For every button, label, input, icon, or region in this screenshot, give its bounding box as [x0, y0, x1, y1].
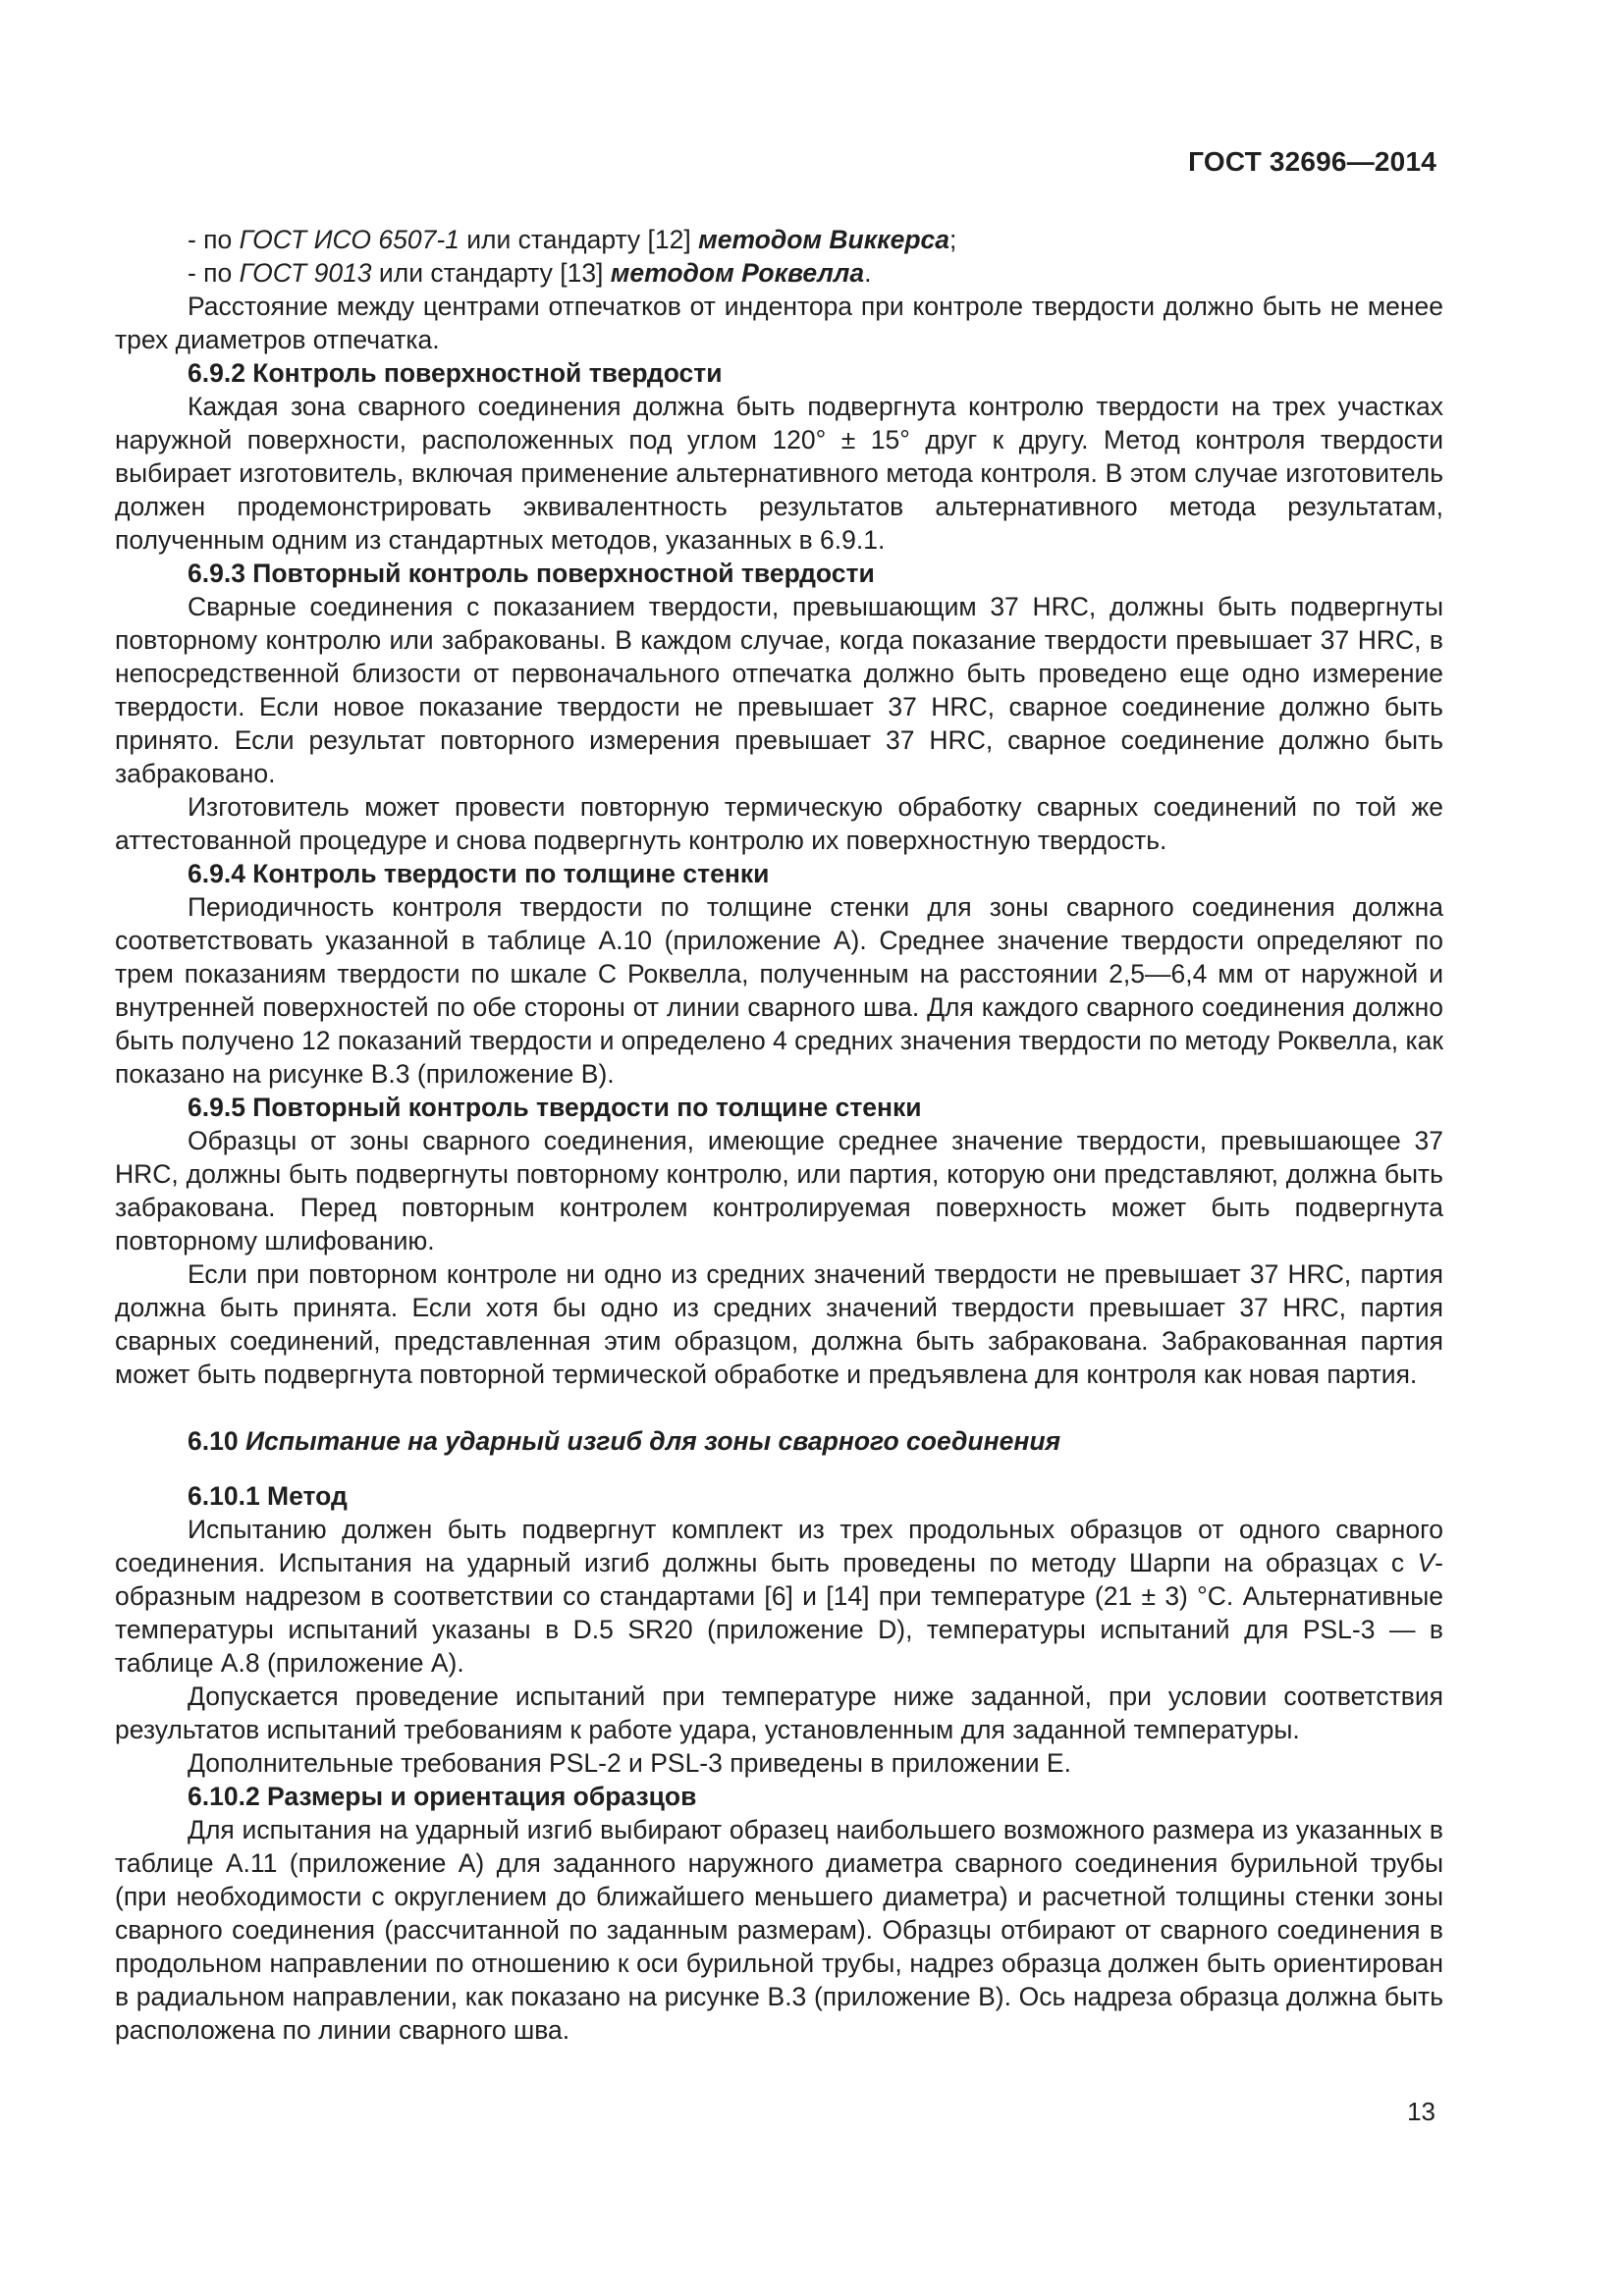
method-name: методом Роквелла	[610, 258, 865, 288]
paragraph: Если при повторном контроле ни одно из средних значений твердости не превышает 37 HRC, партия должна быть принята. Если хотя бы одно из средних значений твердости превышает 37 HRC, партия сварных соединений, представленная этим образцом, должна быть забракована. Забракованная партия может быть подвергнута повторной термической обработке и предъявлена для контроля как новая партия.	[115, 1259, 1443, 1389]
section-heading-6-9-3: 6.9.3 Повторный контроль поверхностной твердости	[188, 559, 875, 588]
list-item-rockwell: - по ГОСТ 9013 или стандарту [13] методом Роквелла.	[188, 258, 872, 288]
section-heading-6-10-2: 6.10.2 Размеры и ориентация образцов	[188, 1782, 697, 1811]
paragraph: Дополнительные требования PSL-2 и PSL-3 приведены в приложении Е.	[188, 1748, 1071, 1778]
paragraph: Для испытания на ударный изгиб выбирают образец наибольшего возможного размера из указанных в таблице А.11 (приложение А) для заданного наружного диаметра сварного соединения бурильной трубы (при необходимости с округлением до ближайшего меньшего диаметра) и расчетной толщины стенки зоны сварного соединения (рассчитанной по заданным размерам). Образцы отбирают от сварного соединения в продольном направлении по отношению к оси бурильной трубы, надрез образца должен быть ориентирован в радиальном направлении, как показано на рисунке В.3 (приложение В). Ось надреза образца должна быть расположена по линии сварного шва.	[115, 1815, 1443, 2045]
section-heading-6-9-4: 6.9.4 Контроль твердости по толщине стенки	[188, 859, 770, 888]
standard-ref: ГОСТ 9013	[239, 258, 372, 288]
paragraph: Допускается проведение испытаний при температуре ниже заданной, при условии соответствия результатов испытаний требованиям к работе удара, установленным для заданной температуры.	[115, 1682, 1443, 1744]
section-heading-6-10-1: 6.10.1 Метод	[188, 1481, 348, 1511]
section-heading-6-10: 6.10 Испытание на ударный изгиб для зоны сварного соединения	[188, 1426, 1061, 1456]
paragraph: Сварные соединения с показанием твердости, превышающим 37 HRC, должны быть подвергнуты повторному контролю или забракованы. В каждом случае, когда показание твердости превышает 37 HRC, в непосредственной близости от первоначального отпечатка должно быть проведено еще одно измерение твердости. Если новое показание твердости не превышает 37 HRC, сварное соединение должно быть принято. Если результат повторного измерения превышает 37 HRC, сварное соединение должно быть забраковано.	[115, 592, 1443, 788]
paragraph: Испытанию должен быть подвергнут комплект из трех продольных образцов от одного сварного соединения. Испытания на ударный изгиб должны быть проведены по методу Шарпи на образцах с V-образным надрезом в соответствии со стандартами [6] и [14] при температуре (21 ± 3) °С. Альтернативные температуры испытаний указаны в D.5 SR20 (приложение D), температуры испытаний для PSL-3 — в таблице А.8 (приложение А).	[115, 1515, 1443, 1678]
paragraph: Каждая зона сварного соединения должна быть подвергнута контролю твердости на трех участках наружной поверхности, расположенных под углом 120° ± 15° друг к другу. Метод контроля твердости выбирает изготовитель, включая применение альтернативного метода контроля. В этом случае изготовитель должен продемонстрировать эквивалентность результатов альтернативного метода результатам, полученным одним из стандартных методов, указанных в 6.9.1.	[115, 392, 1443, 555]
list-item-vickers: - по ГОСТ ИСО 6507-1 или стандарту [12] методом Виккерса;	[188, 225, 957, 254]
page-number: 13	[1407, 2097, 1435, 2126]
document-body	[115, 223, 1443, 2047]
section-heading-6-9-2: 6.9.2 Контроль поверхностной твердости	[188, 358, 723, 388]
paragraph: Периодичность контроля твердости по толщине стенки для зоны сварного соединения должна соответствовать указанной в таблице А.10 (приложение А). Среднее значение твердости определяют по трем показаниям твердости по шкале С Роквелла, полученным на расстоянии 2,5—6,4 мм от наружной и внутренней поверхностей по обе стороны от линии сварного шва. Для каждого сварного соединения должно быть получено 12 показаний твердости и определено 4 средних значения твердости по методу Роквелла, как показано на рисунке В.3 (приложение В).	[115, 892, 1443, 1089]
paragraph: Образцы от зоны сварного соединения, имеющие среднее значение твердости, превышающее 37 HRC, должны быть подвергнуты повторному контролю, или партия, которую они представляют, должна быть забракована. Перед повторным контролем контролируемая поверхность может быть подвергнута повторному шлифованию.	[115, 1126, 1443, 1255]
standard-ref: ГОСТ ИСО 6507-1	[239, 225, 460, 254]
section-heading-6-9-5: 6.9.5 Повторный контроль твердости по толщине стенки	[188, 1093, 922, 1122]
paragraph-distance: Расстояние между центрами отпечатков от индентора при контроле твердости должно быть не менее трех диаметров отпечатка.	[115, 292, 1443, 354]
paragraph: Изготовитель может провести повторную термическую обработку сварных соединений по той же аттестованной процедуре и снова подвергнуть контролю их поверхностную твердость.	[115, 792, 1443, 855]
method-name: методом Виккерса	[698, 225, 949, 254]
document-header-id: ГОСТ 32696—2014	[1188, 146, 1436, 177]
